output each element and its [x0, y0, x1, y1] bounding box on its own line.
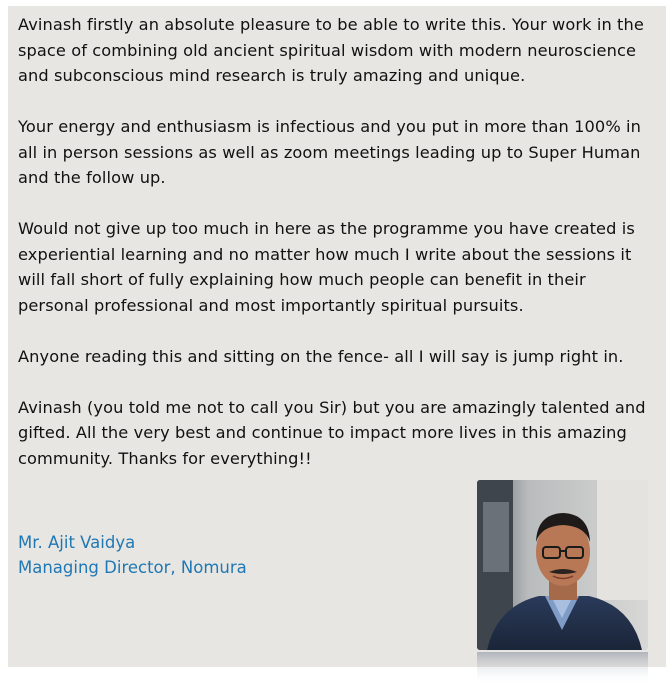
author-signature [18, 530, 247, 580]
testimonial-paragraph-2: Your energy and enthusiasm is infectious and you put in more than 100% in all in person sessions as well as zoom meetings leading up to Super Human and the follow up. [18, 117, 642, 187]
author-name: Mr. Ajit Vaidya [18, 533, 136, 552]
author-photo-reflection [477, 652, 648, 686]
testimonial-paragraph-3: Would not give up too much in here as the programme you have created is experiential learning and no matter how much I write about the sessions it will fall short of fully explaining how much people can benefit in their personal professional and most importantly spiritual pursuits. [18, 219, 635, 315]
testimonial-paragraph-5: Avinash (you told me not to call you Sir) but you are amazingly talented and gifted. All the very best and continue to impact more lives in this amazing community. Thanks for everything!! [18, 397, 646, 468]
author-photo [477, 480, 648, 650]
author-title: Managing Director, Nomura [18, 558, 247, 577]
testimonial-paragraph-1: Avinash firstly an absolute pleasure to be able to write this. Your work in the space of combining old ancient spiritual wisdom with modern neuroscience and subconscious mind research is truly amazing and unique. [18, 15, 644, 85]
testimonial-body [18, 12, 658, 497]
testimonial-paragraph-4: Anyone reading this and sitting on the fence- all I will say is jump right in. [18, 346, 624, 366]
